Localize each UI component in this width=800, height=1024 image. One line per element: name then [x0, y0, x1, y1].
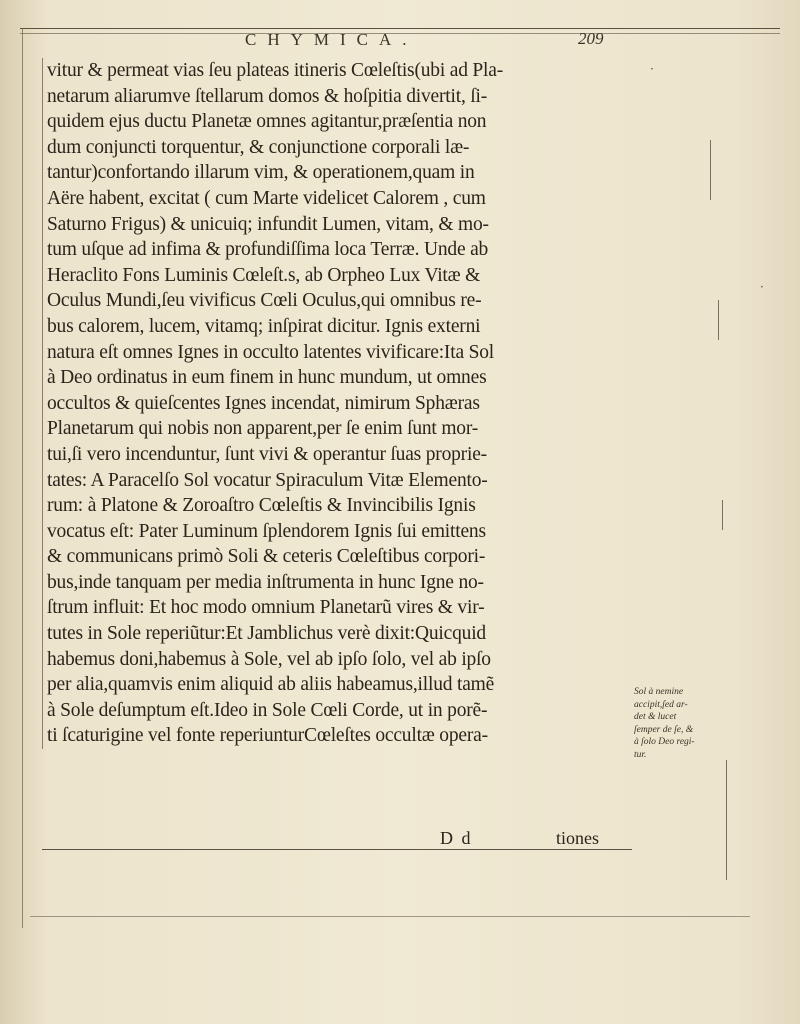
- margin-note-line: tur.: [634, 749, 647, 760]
- bottom-rule: [30, 916, 750, 917]
- text-line: ti ſcaturigine vel fonte reperiunturCœleſtes occultæ opera-: [47, 725, 488, 747]
- margin-note-line: accipit,ſed ar-: [634, 699, 688, 710]
- text-line: Oculus Mundi,ſeu vivificus Cœli Oculus,qui omnibus re-: [47, 290, 482, 312]
- text-line: vitur & permeat vias ſeu plateas itineris Cœleſtis(ubi ad Pla-: [47, 60, 504, 81]
- catchword: tiones: [556, 828, 599, 848]
- text-line: & communicans primò Soli & ceteris Cœleſtibus corpori-: [47, 546, 486, 568]
- bleed-through-mark: [722, 500, 723, 530]
- top-rule: [20, 28, 780, 29]
- signature-mark: D d: [440, 828, 473, 848]
- text-line: quidem ejus ductu Planetæ omnes agitantur,præſentia non: [47, 111, 487, 133]
- text-line: netarum aliarumve ſtellarum domos & hoſpitia divertit, ſi-: [47, 85, 488, 107]
- running-head: CHYMICA.: [245, 30, 418, 49]
- margin-note: [634, 686, 726, 761]
- text-line: bus calorem, lucem, vitamq; inſpirat dicitur. Ignis externi: [47, 315, 481, 337]
- bleed-through-mark: [718, 300, 719, 340]
- text-line: tates: A Paracelſo Sol vocatur Spiraculum Vitæ Elemento-: [47, 469, 488, 491]
- footer-row: [42, 828, 630, 850]
- speck: ·: [650, 62, 654, 76]
- text-line: à Sole deſumptum eſt.Ideo in Sole Cœli Corde, ut in porẽ-: [47, 699, 488, 721]
- text-line: vocatus eſt: Pater Luminum ſplendorem Ignis ſui emittens: [47, 520, 486, 542]
- text-line: tutes in Sole reperiũtur:Et Jamblichus verè dixit:Quicquid: [47, 623, 486, 645]
- main-text-block: [42, 58, 631, 749]
- text-line: bus,inde tanquam per media inſtrumenta in hunc Igne no-: [47, 571, 484, 593]
- text-line: tantur)confortando illarum vim, & operationem,quam in: [47, 162, 475, 184]
- text-line: natura eſt omnes Ignes in occulto latentes vivificare:Ita Sol: [47, 341, 494, 363]
- text-line: Planetarum qui nobis non apparent,per ſe enim ſunt mor-: [47, 418, 479, 440]
- margin-note-line: Sol à nemine: [634, 687, 684, 697]
- text-line: ſtrum influit: Et hoc modo omnium Planetarũ vires & vir-: [47, 597, 485, 619]
- text-line: habemus doni,habemus à Sole, vel ab ipſo ſolo, vel ab ipſo: [47, 648, 491, 670]
- text-line: occultos & quieſcentes Ignes incendat, nimirum Sphæras: [47, 392, 480, 414]
- speck: ·: [760, 280, 764, 294]
- bleed-through-mark: [726, 760, 727, 880]
- footer-rule: [42, 849, 632, 850]
- text-line: per alia,quamvis enim aliquid ab aliis habeamus,illud tamẽ: [47, 674, 495, 696]
- text-line: Heraclito Fons Luminis Cœleſt.s, ab Orpheo Lux Vitæ &: [47, 264, 481, 286]
- bleed-through-mark: [710, 140, 711, 200]
- margin-note-line: à ſolo Deo regi-: [634, 737, 695, 747]
- margin-note-line: ſemper de ſe, &: [634, 724, 694, 735]
- text-line: tui,ſi vero incenduntur, ſunt vivi & operantur ſuas proprie-: [47, 443, 487, 465]
- page-number: 209: [578, 29, 604, 48]
- text-line: Saturno Frigus) & unicuiq; infundit Lumen, vitam, & mo-: [47, 213, 489, 235]
- text-line: rum: à Platone & Zoroaſtro Cœleſtis & Invincibilis Ignis: [47, 495, 476, 517]
- margin-note-line: det & lucet: [634, 712, 677, 722]
- text-line: à Deo ordinatus in eum finem in hunc mundum, ut omnes: [47, 367, 487, 389]
- left-margin-rule: [22, 28, 23, 928]
- text-line: dum conjuncti torquentur, & conjunctione corporali læ-: [47, 136, 470, 158]
- text-line: Aëre habent, excitat ( cum Marte videlicet Calorem , cum: [47, 187, 486, 209]
- text-line: tum uſque ad infima & profundiſſima loca Terræ. Unde ab: [47, 239, 489, 261]
